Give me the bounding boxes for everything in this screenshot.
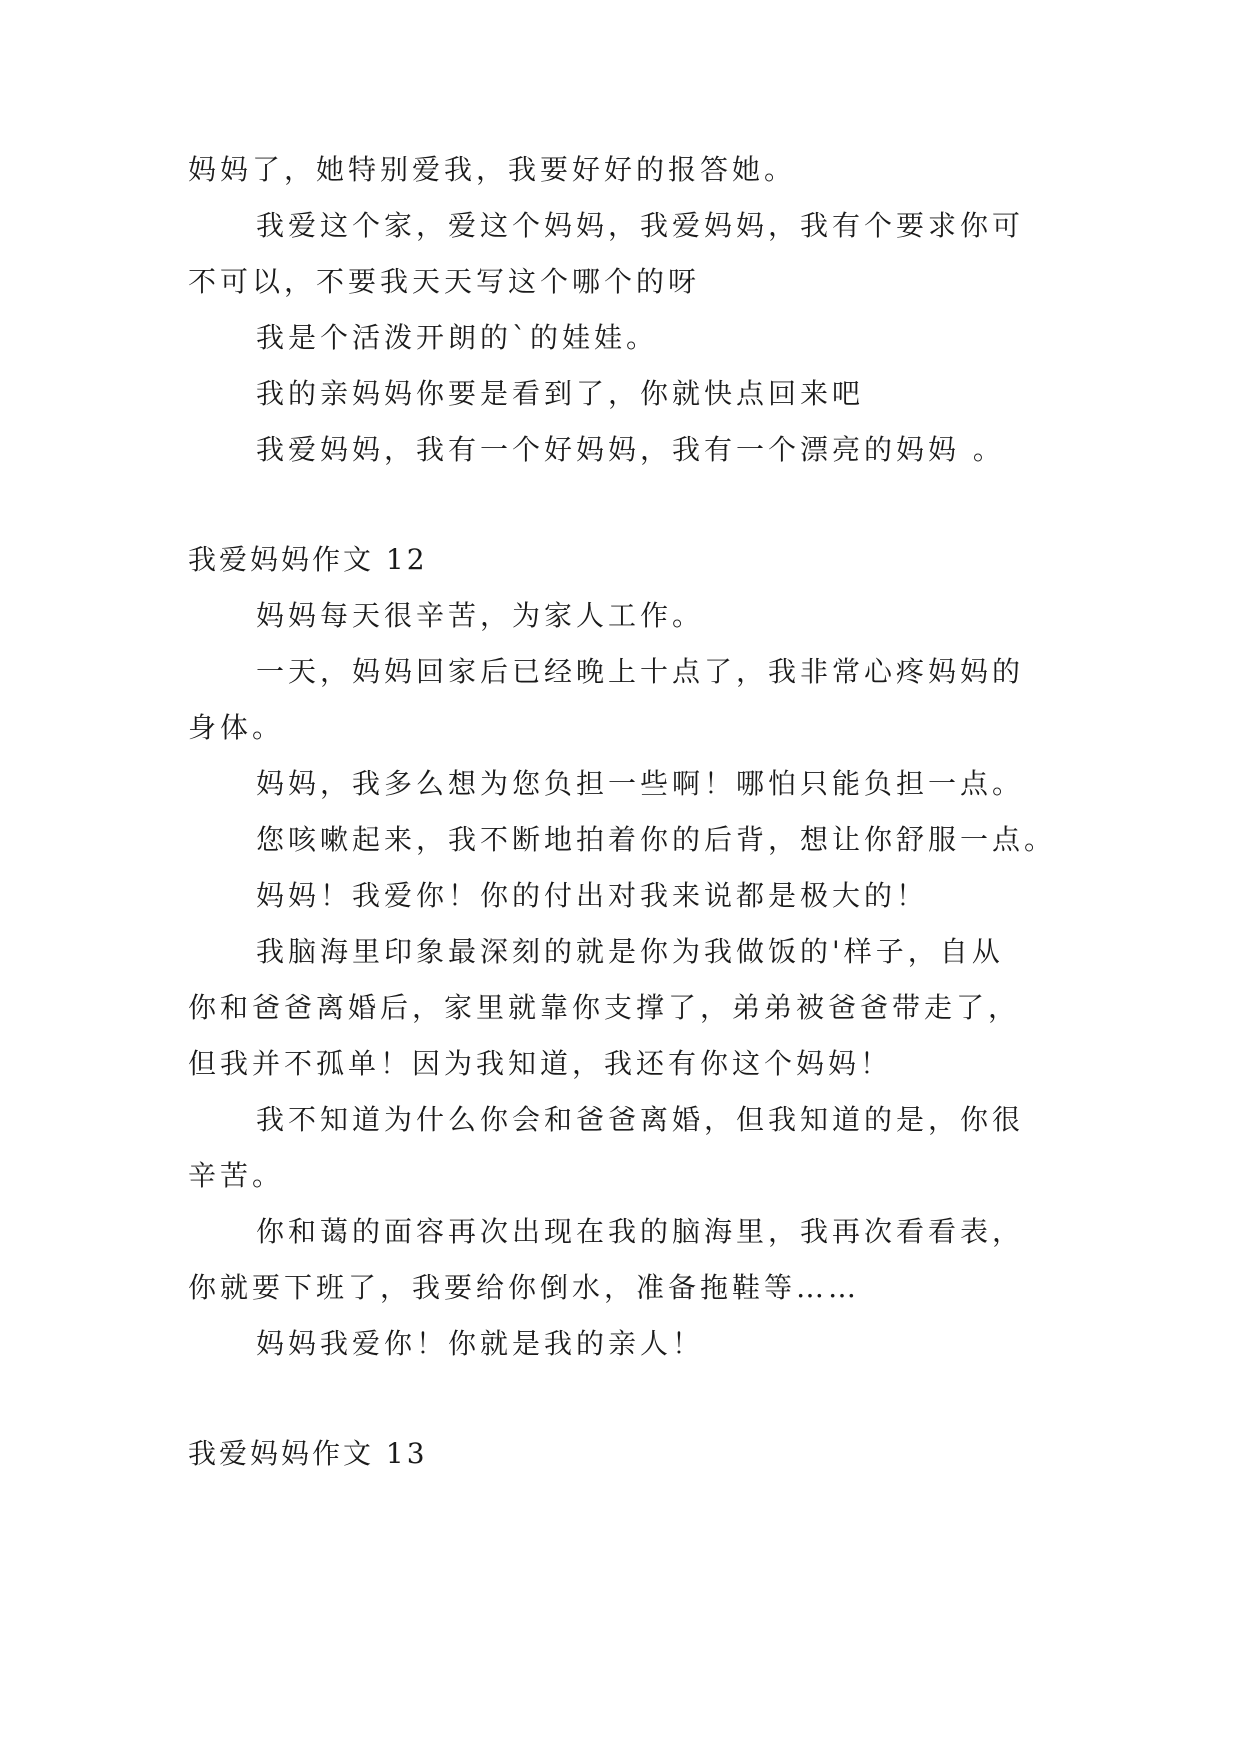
paragraph-line: 我爱妈妈，我有一个好妈妈，我有一个漂亮的妈妈 。 [256, 433, 1005, 466]
paragraph-line: 身体。 [188, 711, 285, 744]
paragraph-line: 我脑海里印象最深刻的就是你为我做饭的'样子，自从 [256, 935, 1004, 968]
paragraph-line: 不可以，不要我天天写这个哪个的呀 [188, 265, 701, 298]
paragraph-line: 你和爸爸离婚后，家里就靠你支撑了，弟弟被爸爸带走了， [188, 991, 1021, 1024]
paragraph-line: 我是个活泼开朗的`的娃娃。 [256, 321, 659, 354]
paragraph-line: 妈妈！我爱你！你的付出对我来说都是极大的！ [256, 879, 929, 912]
paragraph-line: 妈妈每天很辛苦，为家人工作。 [256, 599, 705, 632]
section-heading: 我爱妈妈作文 13 [188, 1437, 428, 1470]
paragraph-line: 妈妈我爱你！你就是我的亲人！ [256, 1327, 705, 1360]
paragraph-line: 你和蔼的面容再次出现在我的脑海里，我再次看看表， [256, 1215, 1025, 1248]
section-heading: 我爱妈妈作文 12 [188, 543, 428, 576]
paragraph-line: 我的亲妈妈你要是看到了，你就快点回来吧 [256, 377, 865, 410]
paragraph-line: 我爱这个家，爱这个妈妈，我爱妈妈，我有个要求你可 [256, 209, 1025, 242]
paragraph-line: 一天，妈妈回家后已经晚上十点了，我非常心疼妈妈的 [256, 655, 1025, 688]
paragraph-line: 妈妈了，她特别爱我，我要好好的报答她。 [188, 153, 797, 186]
paragraph-line: 你就要下班了，我要给你倒水，准备拖鞋等…… [188, 1271, 861, 1304]
paragraph-line: 您咳嗽起来，我不断地拍着你的后背，想让你舒服一点。 [256, 823, 1057, 856]
paragraph-line: 我不知道为什么你会和爸爸离婚，但我知道的是，你很 [256, 1103, 1025, 1136]
paragraph-line: 但我并不孤单！因为我知道，我还有你这个妈妈！ [188, 1047, 893, 1080]
paragraph-line: 辛苦。 [188, 1159, 285, 1192]
paragraph-line: 妈妈，我多么想为您负担一些啊！哪怕只能负担一点。 [256, 767, 1025, 800]
